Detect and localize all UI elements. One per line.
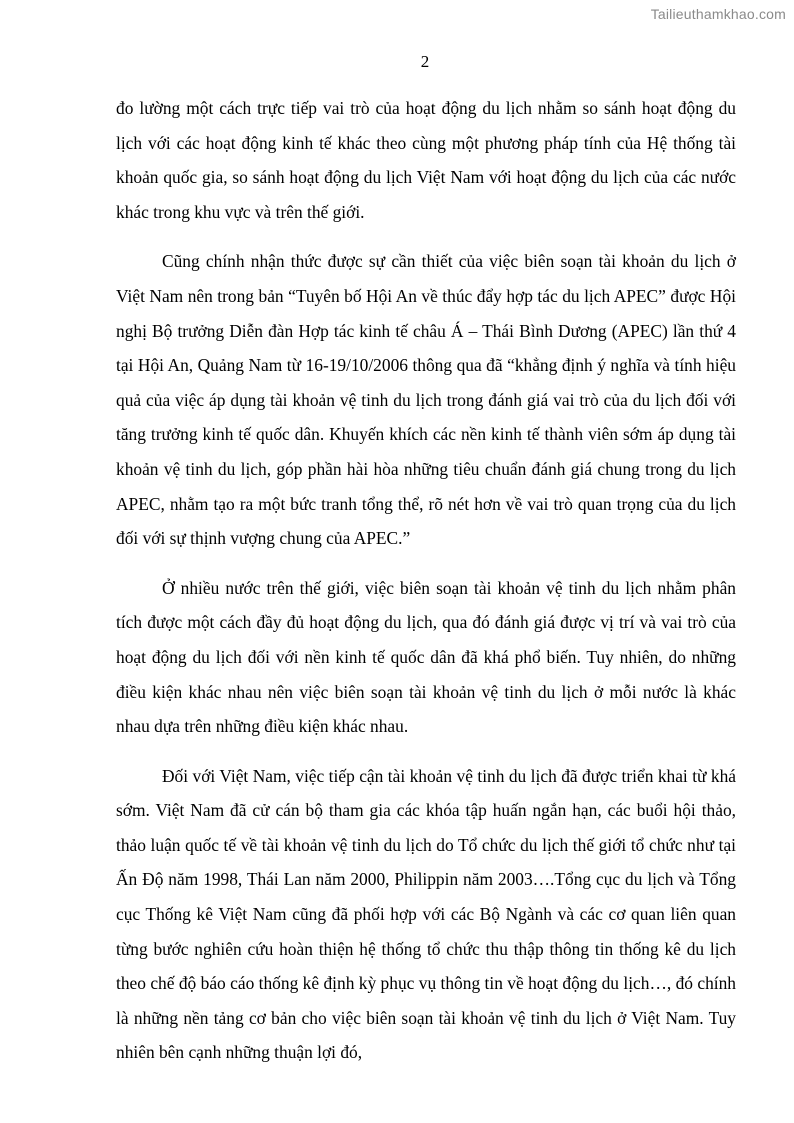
watermark-text: Tailieuthamkhao.com [650,6,786,22]
paragraph-1: đo lường một cách trực tiếp vai trò của hoạt động du lịch nhằm so sánh hoạt động du lịch với các hoạt động kinh tế khác theo cùng một phương pháp tính của Hệ thống tài khoản quốc gia, so sánh hoạt động du lịch Việt Nam với hoạt động du lịch của các nước khác trong khu vực và trên thế giới. [116,98,736,222]
page-number: 2 [420,52,430,71]
paragraph-3: Ở nhiều nước trên thế giới, việc biên soạn tài khoản vệ tinh du lịch nhằm phân tích được một cách đầy đủ hoạt động du lịch, qua đó đánh giá được vị trí và vai trò của hoạt động du lịch đối với nền kinh tế quốc dân đã khá phổ biến. Tuy nhiên, do những điều kiện khác nhau nên việc biên soạn tài khoản vệ tinh du lịch ở mỗi nước là khác nhau dựa trên những điều kiện khác nhau. [116,577,736,737]
document-body [116,91,736,1085]
paragraph-4: Đối với Việt Nam, việc tiếp cận tài khoản vệ tinh du lịch đã được triển khai từ khá sớm. Việt Nam đã cử cán bộ tham gia các khóa tập huấn ngắn hạn, các buổi hội thảo, thảo luận quốc tế về tài khoản vệ tinh du lịch do Tổ chức du lịch thế giới tổ chức như tại Ấn Độ năm 1998, Thái Lan năm 2000, Philippin năm 2003….Tổng cục du lịch và Tổng cục Thống kê Việt Nam cũng đã phối hợp với các Bộ Ngành và các cơ quan liên quan từng bước nghiên cứu hoàn thiện hệ thống tổ chức thu thập thông tin thống kê du lịch theo chế độ báo cáo thống kê định kỳ phục vụ thông tin về hoạt động du lịch…, đó chính là những nền tảng cơ bản cho việc biên soạn tài khoản vệ tinh du lịch ở Việt Nam. Tuy nhiên bên cạnh những thuận lợi đó, [116,765,736,1063]
paragraph-2: Cũng chính nhận thức được sự cần thiết của việc biên soạn tài khoản du lịch ở Việt Nam nên trong bản “Tuyên bố Hội An về thúc đẩy hợp tác du lịch APEC” được Hội nghị Bộ trưởng Diễn đàn Hợp tác kinh tế châu Á – Thái Bình Dương (APEC) lần thứ 4 tại Hội An, Quảng Nam từ 16-19/10/2006 thông qua đã “khẳng định ý nghĩa và tính hiệu quả của việc áp dụng tài khoản vệ tinh du lịch trong đánh giá vai trò của du lịch đối với tăng trưởng kinh tế quốc dân. Khuyến khích các nền kinh tế thành viên sớm áp dụng tài khoản vệ tinh du lịch, góp phần hài hòa những tiêu chuẩn đánh giá chung trong du lịch APEC, nhằm tạo ra một bức tranh tổng thể, rõ nét hơn về vai trò quan trọng của du lịch đối với sự thịnh vượng chung của APEC.” [116,251,736,549]
